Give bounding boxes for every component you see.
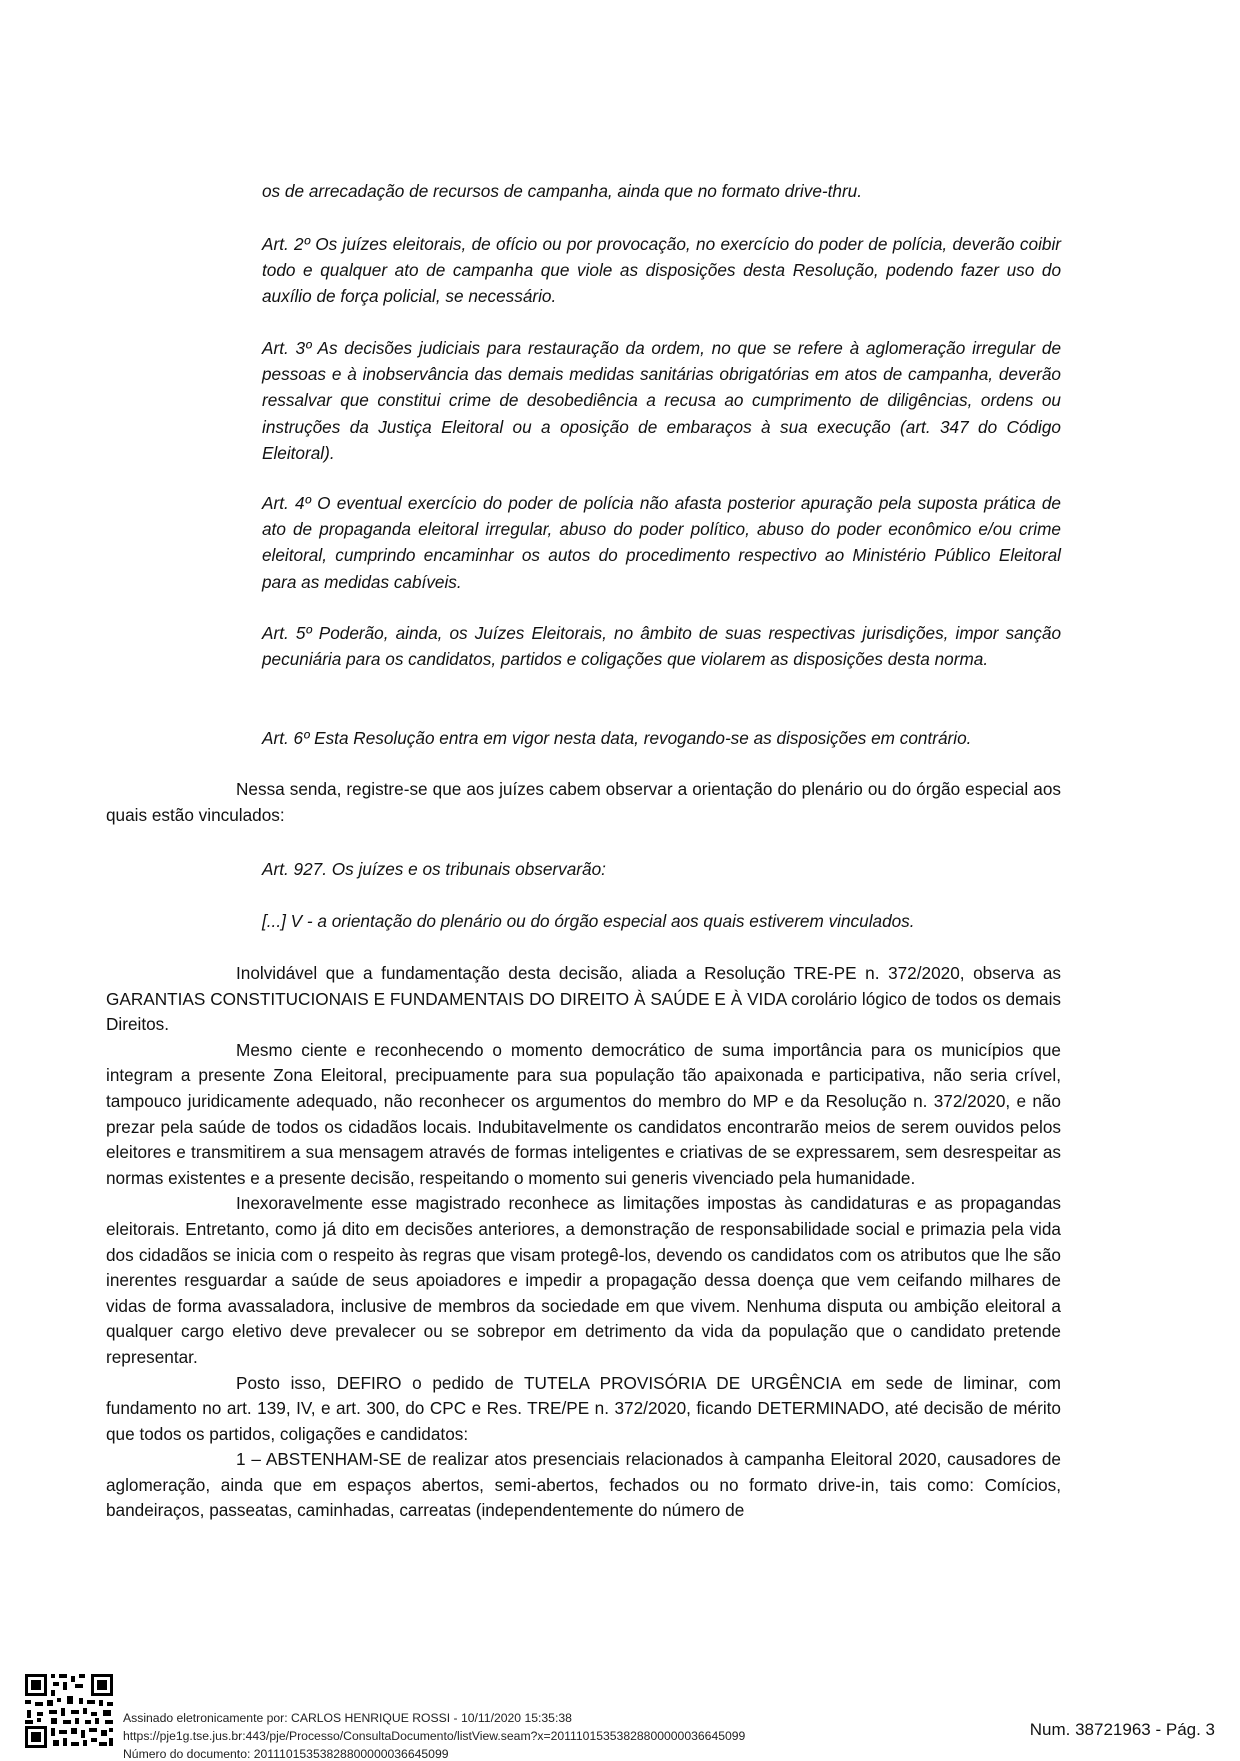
quote-art-5: Art. 5º Poderão, ainda, os Juízes Eleitorais, no âmbito de suas respectivas jurisdições, impor sanção pecuniária para os candidatos, partidos e coligações que violarem as disposições desta norma. — [262, 623, 1061, 670]
quote-art-3: Art. 3º As decisões judiciais para restauração da ordem, no que se refere à aglomeração irregular de pessoas e à inobservância das demais medidas sanitárias obrigatórias em atos de campanha, deverão ressalvar que constitui crime de desobediência a recusa ao cumprimento de diligências, ordens ou instruções da Justiça Eleitoral ou a oposição de embaraços à sua execução (art. 347 do Código Eleitoral). — [262, 338, 1061, 463]
paragraph-mesmo-ciente: Mesmo ciente e reconhecendo o momento democrático de suma importância para os municípios que integram a presente Zona Eleitoral, precipuamente para sua população tão apaixonada e participativa, não seria crível, tampouco juridicamente adequado, não reconhecer os argumentos do membro do MP e da Resolução n. 372/2020, e não prezar pela saúde de todos os cidadãos locais. Indubitavelmente os candidatos encontrarão meios de serem ouvidos pelos eleitores e transmitirem a sua mensagem através de formas inteligentes e criativas de se expressarem, sem desrespeitar as normas existentes e a presente decisão, respeitando o momento sui generis vivenciado pela humanidade. — [106, 1039, 1061, 1188]
quote-art-6: Art. 6º Esta Resolução entra em vigor nesta data, revogando-se as disposições em contrário. — [262, 728, 972, 748]
paragraph-nessa-senda: Nessa senda, registre-se que aos juízes cabem observar a orientação do plenário ou do órgão especial aos quais estão vinculados: — [106, 779, 1061, 825]
paragraph-item-1: 1 – ABSTENHAM-SE de realizar atos presenciais relacionados à campanha Eleitoral 2020, causadores de aglomeração, ainda que em espaços abertos, semi-abertos, fechados ou no formato drive-in, tais como: Comícios, bandeiraços, passeatas, caminhadas, carreatas (independentemente do número de — [106, 1449, 1061, 1521]
quote-art-2: Art. 2º Os juízes eleitorais, de ofício ou por provocação, no exercício do poder de polícia, deverão coibir todo e qualquer ato de campanha que viole as disposições desta Resolução, podendo fazer uso do auxílio de força policial, se necessário. — [262, 234, 1061, 307]
paragraph-posto-isso: Posto isso, DEFIRO o pedido de TUTELA PROVISÓRIA DE URGÊNCIA em sede de liminar, com fundamento no art. 139, IV, e art. 300, do CPC e Res. TRE/PE n. 372/2020, ficando DETERMINADO, até decisão de mérito que todos os partidos, coligações e candidatos: — [106, 1372, 1061, 1444]
footer-document-number: Número do documento: 20111015353828800000036645099 — [123, 1747, 449, 1761]
quote-continuation: os de arrecadação de recursos de campanha, ainda que no formato drive-thru. — [262, 181, 863, 201]
qr-code-icon — [23, 1672, 115, 1750]
page-number: Num. 38721963 - Pág. 3 — [1029, 1720, 1215, 1739]
quote-art-4: Art. 4º O eventual exercício do poder de polícia não afasta posterior apuração pela suposta prática de ato de propaganda eleitoral irregular, abuso do poder político, abuso do poder econômico e/ou crime eleitoral, cumprindo encaminhar os autos do procedimento respectivo ao Ministério Público Eleitoral para as medidas cabíveis. — [262, 493, 1061, 592]
paragraph-inolvidavel: Inolvidável que a fundamentação desta decisão, aliada a Resolução TRE-PE n. 372/2020, observa as GARANTIAS CONSTITUCIONAIS E FUNDAMENTAIS DO DIREITO À SAÚDE E À VIDA corolário lógico de todos os demais Direitos. — [106, 963, 1061, 1035]
footer-signed-by: Assinado eletronicamente por: CARLOS HENRIQUE ROSSI - 10/11/2020 15:35:38 — [123, 1711, 572, 1725]
decision-body — [106, 961, 1061, 1524]
quote-inciso-v: [...] V - a orientação do plenário ou do órgão especial aos quais estiverem vinculados. — [262, 911, 915, 931]
footer-url[interactable]: https://pje1g.tse.jus.br:443/pje/Processo/ConsultaDocumento/listView.seam?x=20111015353828800000036645099 — [123, 1729, 746, 1743]
paragraph-inexoravelmente: Inexoravelmente esse magistrado reconhece as limitações impostas às candidaturas e as propagandas eleitorais. Entretanto, como já dito em decisões anteriores, a demonstração de responsabilidade social e primazia pela vida dos cidadãos se inicia com o respeito às regras que visam protegê-los, devendo os candidatos com os atributos que lhe são inerentes resguardar a saúde de seus apoiadores e impedir a propagação dessa doença que vem ceifando milhares de vidas de forma avassaladora, inclusive de membros da sociedade em que vivem. Nenhuma disputa ou ambição eleitoral a qualquer cargo eletivo deve prevalecer ou se sobrepor em detrimento da vida da população que o candidato pretende representar. — [106, 1193, 1061, 1367]
quote-art-927: Art. 927. Os juízes e os tribunais observarão: — [262, 859, 606, 879]
